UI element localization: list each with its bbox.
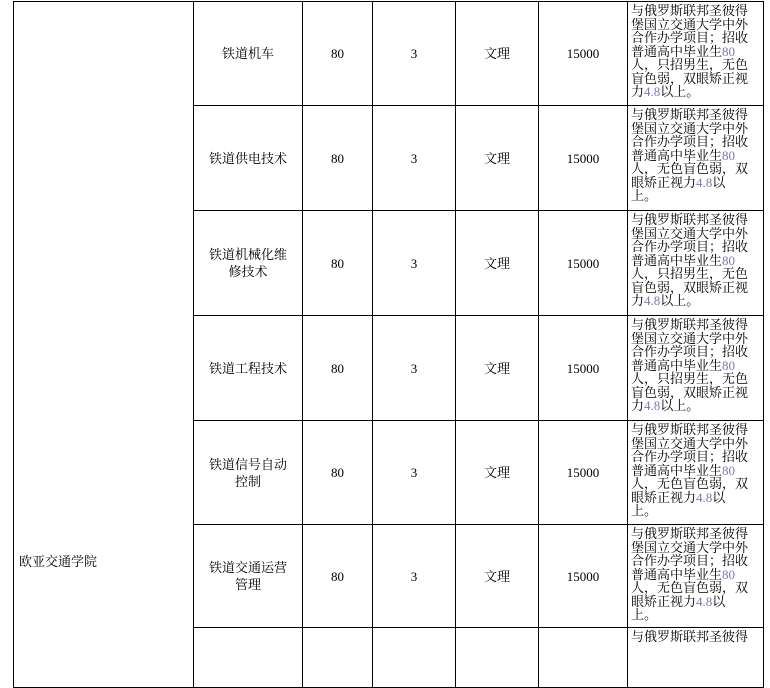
note-accent-number: 4.8 xyxy=(644,84,661,99)
enrollment-cell: 80 xyxy=(303,316,373,421)
subject-category-cell: 文理 xyxy=(456,106,539,211)
admission-plan-table xyxy=(13,1,764,688)
subject-category-cell: 文理 xyxy=(456,316,539,421)
note-cell xyxy=(628,628,764,688)
duration-cell: 3 xyxy=(373,106,456,211)
major-cell: 铁道工程技术 xyxy=(194,316,303,421)
note-text-segment: 人，无色盲色弱，双眼矫正视力 xyxy=(631,161,749,190)
major-cell: 铁道供电技术 xyxy=(194,106,303,211)
note-accent-number: 80 xyxy=(722,566,736,582)
note-text-segment: 与俄罗斯联邦圣彼得 xyxy=(631,629,749,644)
college-name: 欧亚交通学院 xyxy=(19,554,98,569)
duration-cell: 3 xyxy=(373,316,456,421)
note-text-segment: 以上。 xyxy=(660,84,700,99)
note-text-segment: 以上。 xyxy=(660,398,700,413)
tuition-cell: 15000 xyxy=(539,2,628,106)
duration-cell: 3 xyxy=(373,2,456,106)
note-cell xyxy=(628,2,764,106)
enrollment-cell: 80 xyxy=(303,2,373,106)
note-cell xyxy=(628,421,764,525)
note-accent-number: 80 xyxy=(722,147,736,163)
note-text-segment: 人，无色盲色弱，双眼矫正视力 xyxy=(631,580,749,609)
tuition-cell xyxy=(539,628,628,688)
note-text-segment: 人，只招男生，无色盲色弱，双眼矫正视力 xyxy=(631,266,749,308)
note-text-segment: 以上。 xyxy=(631,174,726,203)
note-text-segment: 人，无色盲色弱，双眼矫正视力 xyxy=(631,476,749,505)
tuition-cell: 15000 xyxy=(539,316,628,421)
subject-category-cell: 文理 xyxy=(456,525,539,628)
note-text-segment: 人，只招男生，无色盲色弱，双眼矫正视力 xyxy=(631,371,749,413)
note-text-segment: 与俄罗斯联邦圣彼得堡国立交通大学中外合作办学项目；招收普通高中毕业生 xyxy=(631,212,749,268)
note-text-segment: 与俄罗斯联邦圣彼得堡国立交通大学中外合作办学项目；招收普通高中毕业生 xyxy=(631,317,749,373)
note-accent-number: 80 xyxy=(722,462,736,478)
note-accent-number: 4.8 xyxy=(644,398,661,413)
note-text-segment: 与俄罗斯联邦圣彼得堡国立交通大学中外合作办学项目；招收普通高中毕业生 xyxy=(631,422,749,478)
note-text-segment: 以上。 xyxy=(660,293,700,308)
note-accent-number: 4.8 xyxy=(696,593,713,609)
major-cell xyxy=(194,628,303,688)
tuition-cell: 15000 xyxy=(539,525,628,628)
note-accent-number: 80 xyxy=(722,252,736,268)
tuition-cell: 15000 xyxy=(539,211,628,316)
subject-category-cell: 文理 xyxy=(456,211,539,316)
note-text-segment: 与俄罗斯联邦圣彼得堡国立交通大学中外合作办学项目；招收普通高中毕业生 xyxy=(631,3,749,59)
note-accent-number: 80 xyxy=(722,43,736,59)
duration-cell xyxy=(373,628,456,688)
subject-category-cell: 文理 xyxy=(456,421,539,525)
major-cell: 铁道交通运营管理 xyxy=(194,525,303,628)
note-accent-number: 4.8 xyxy=(644,293,661,308)
enrollment-cell xyxy=(303,628,373,688)
table-row xyxy=(14,2,764,106)
major-cell: 铁道机械化维修技术 xyxy=(194,211,303,316)
note-text-segment: 以上。 xyxy=(631,593,726,622)
note-cell xyxy=(628,106,764,211)
major-cell: 铁道机车 xyxy=(194,2,303,106)
note-accent-number: 4.8 xyxy=(696,489,713,505)
enrollment-cell: 80 xyxy=(303,421,373,525)
enrollment-cell: 80 xyxy=(303,106,373,211)
enrollment-cell: 80 xyxy=(303,211,373,316)
note-text-segment: 以上。 xyxy=(631,489,726,518)
note-cell xyxy=(628,316,764,421)
tuition-cell: 15000 xyxy=(539,106,628,211)
note-cell xyxy=(628,211,764,316)
tuition-cell: 15000 xyxy=(539,421,628,525)
duration-cell: 3 xyxy=(373,421,456,525)
note-text-segment: 与俄罗斯联邦圣彼得堡国立交通大学中外合作办学项目；招收普通高中毕业生 xyxy=(631,526,749,582)
major-cell: 铁道信号自动控制 xyxy=(194,421,303,525)
note-text-segment: 与俄罗斯联邦圣彼得堡国立交通大学中外合作办学项目；招收普通高中毕业生 xyxy=(631,107,749,163)
college-cell xyxy=(14,2,194,688)
note-cell xyxy=(628,525,764,628)
duration-cell: 3 xyxy=(373,525,456,628)
subject-category-cell xyxy=(456,628,539,688)
note-accent-number: 4.8 xyxy=(696,174,713,190)
enrollment-cell: 80 xyxy=(303,525,373,628)
duration-cell: 3 xyxy=(373,211,456,316)
subject-category-cell: 文理 xyxy=(456,2,539,106)
note-accent-number: 80 xyxy=(722,357,736,373)
note-text-segment: 人，只招男生，无色盲色弱，双眼矫正视力 xyxy=(631,57,749,99)
